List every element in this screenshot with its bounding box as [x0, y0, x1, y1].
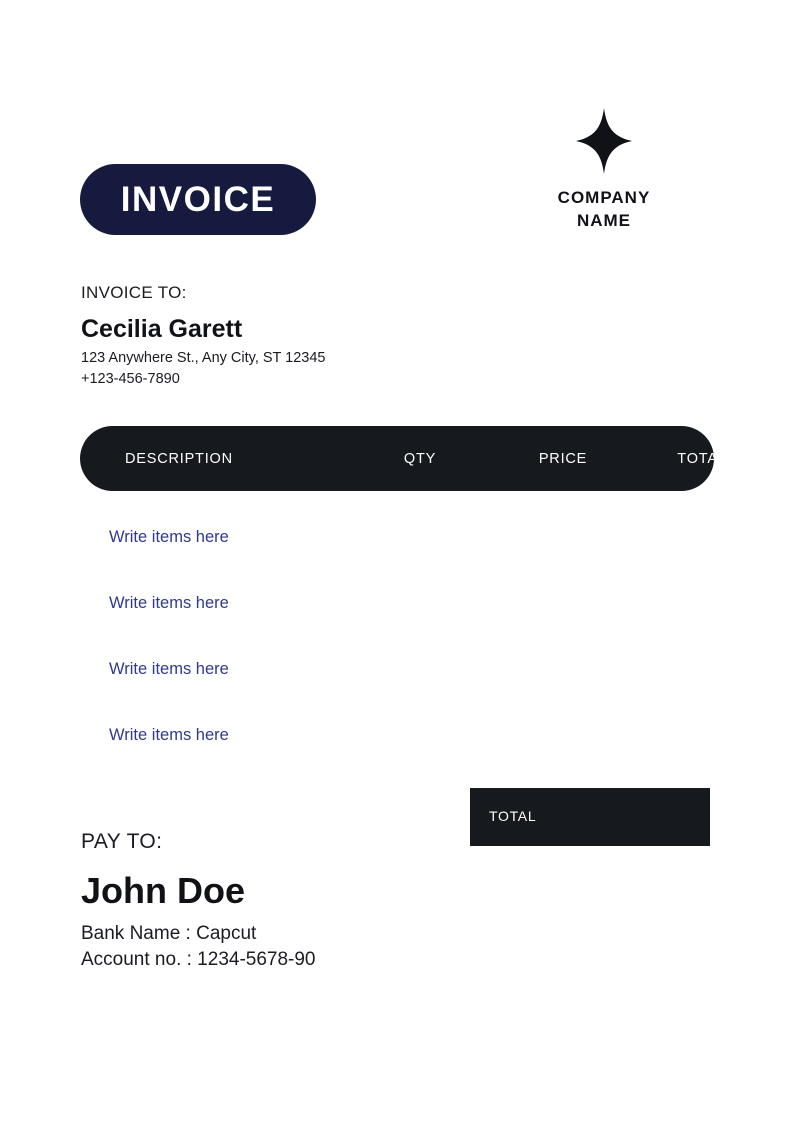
table-row[interactable] — [109, 726, 669, 792]
invoice-to-label: INVOICE TO: — [81, 283, 187, 302]
bank-details — [81, 921, 316, 973]
item-description[interactable]: Write items here — [109, 726, 229, 744]
page-title: INVOICE — [120, 179, 276, 219]
client-name: Cecilia Garett — [81, 315, 243, 343]
company-brand — [520, 108, 688, 232]
column-header-description: DESCRIPTION — [125, 450, 233, 467]
account-number-line: Account no. : 1234-5678-90 — [81, 949, 316, 970]
table-row[interactable] — [109, 594, 669, 660]
table-row[interactable] — [109, 528, 669, 594]
client-phone-line: +123-456-7890 — [81, 371, 180, 387]
bank-name-line: Bank Name : Capcut — [81, 923, 257, 944]
company-name-line1: COMPANY — [557, 188, 651, 207]
column-header-qty: QTY — [403, 450, 437, 467]
items-table-body — [109, 528, 669, 792]
table-row[interactable] — [109, 660, 669, 726]
pay-to-label: PAY TO: — [81, 830, 163, 853]
four-point-star-icon — [576, 108, 632, 174]
client-address-line: 123 Anywhere St., Any City, ST 12345 — [81, 350, 326, 366]
item-description[interactable]: Write items here — [109, 594, 229, 612]
total-box — [470, 788, 710, 846]
column-header-price: PRICE — [538, 450, 588, 467]
items-table-header — [80, 426, 727, 491]
column-header-total: TOTAL — [677, 450, 727, 467]
item-description[interactable]: Write items here — [109, 528, 229, 546]
payee-name: John Doe — [81, 870, 246, 911]
item-description[interactable]: Write items here — [109, 660, 229, 678]
invoice-title-badge — [80, 164, 316, 235]
client-contact — [81, 348, 326, 390]
total-label: TOTAL — [489, 808, 537, 824]
company-name-line2: NAME — [576, 211, 632, 230]
